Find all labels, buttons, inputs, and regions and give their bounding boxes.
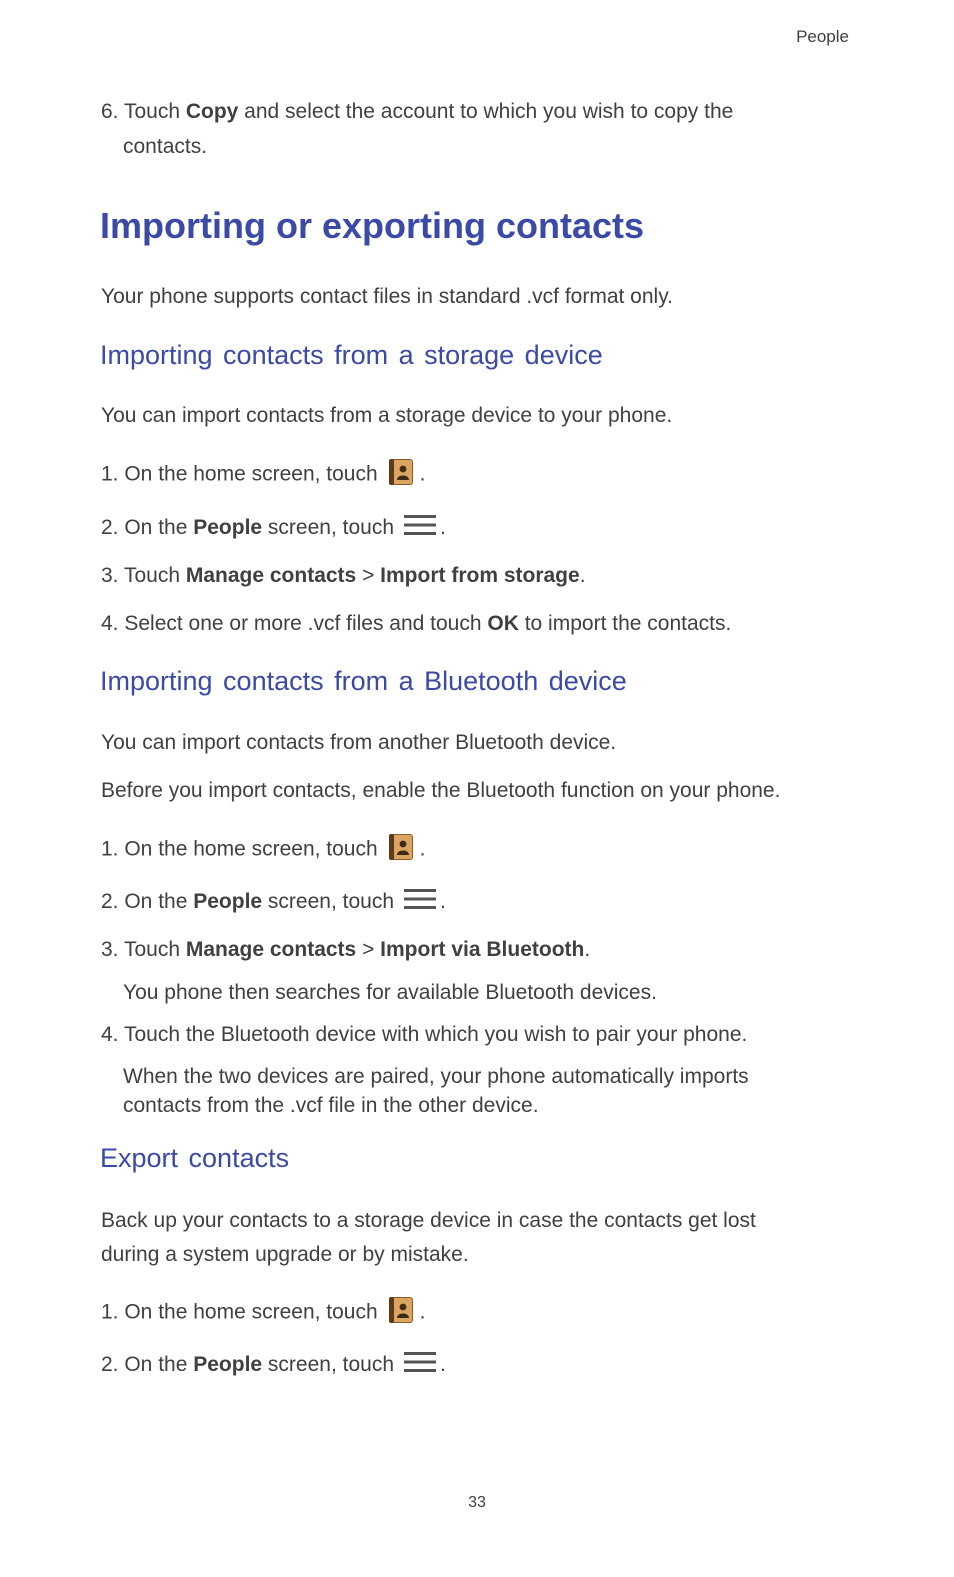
step-end: . (419, 462, 426, 486)
menu-icon (404, 888, 436, 910)
people-label: People (193, 1353, 263, 1376)
import-from-storage-label: Import from storage (380, 564, 580, 587)
heading-storage: Importing contacts from a storage device (100, 340, 603, 370)
heading-bluetooth: Importing contacts from a Bluetooth device (100, 666, 627, 696)
bluetooth-step-1 (101, 836, 426, 864)
separator: > (356, 564, 381, 587)
step-text: 3. Touch (101, 938, 186, 961)
contacts-app-icon (388, 833, 414, 861)
export-step-2 (101, 1354, 446, 1376)
import-via-bluetooth-label: Import via Bluetooth (380, 938, 585, 961)
people-label: People (193, 516, 263, 539)
storage-desc: You can import contacts from a storage device to your phone. (101, 404, 673, 427)
heading-export: Export contacts (100, 1143, 290, 1173)
export-desc-1: Back up your contacts to a storage device in case the contacts get lost (101, 1209, 756, 1232)
storage-step-4 (101, 613, 731, 634)
ok-label: OK (487, 612, 519, 635)
step-text: 2. On the (101, 1353, 194, 1376)
step-text: and select the account to which you wish to copy the (238, 100, 734, 123)
step-text: screen, touch (262, 890, 394, 913)
copy-label: Copy (185, 100, 239, 123)
export-step-1 (101, 1299, 426, 1327)
separator: > (356, 938, 381, 961)
step-end: . (440, 890, 446, 913)
step-6 (101, 101, 733, 122)
step-number: 6. (101, 100, 124, 123)
storage-step-3 (101, 565, 586, 586)
step-text: screen, touch (262, 1353, 394, 1376)
bluetooth-step-4-note-1: When the two devices are paired, your phone automatically imports (123, 1065, 749, 1088)
page-number: 33 (468, 1494, 486, 1511)
step-text: Touch (123, 100, 186, 123)
running-header: People (796, 27, 849, 46)
step-end: . (440, 1353, 446, 1376)
bluetooth-step-3-note: You phone then searches for available Bluetooth devices. (123, 981, 657, 1004)
bluetooth-step-4: 4. Touch the Bluetooth device with which you wish to pair your phone. (101, 1023, 748, 1046)
manage-contacts-label: Manage contacts (185, 938, 357, 961)
step-text: 4. Select one or more .vcf files and touch (101, 612, 488, 635)
bluetooth-step-4-note-2: contacts from the .vcf file in the other device. (123, 1094, 539, 1117)
intro-text: Your phone supports contact files in standard .vcf format only. (101, 285, 673, 308)
step-text: 3. Touch (101, 564, 186, 587)
step-text: 2. On the (101, 890, 194, 913)
menu-icon (404, 514, 436, 536)
contacts-app-icon (388, 1296, 414, 1324)
bluetooth-desc-1: You can import contacts from another Bluetooth device. (101, 731, 617, 754)
step-text: screen, touch (262, 516, 394, 539)
step-end: . (584, 938, 591, 961)
bluetooth-desc-2: Before you import contacts, enable the Bluetooth function on your phone. (101, 779, 781, 802)
storage-step-2 (101, 517, 446, 539)
contacts-app-icon (388, 458, 414, 486)
bluetooth-step-3 (101, 939, 590, 960)
step-end: . (419, 1300, 426, 1324)
bluetooth-step-2 (101, 891, 446, 913)
step-text: 1. On the home screen, touch (101, 837, 378, 861)
storage-step-1 (101, 461, 426, 489)
step-6-line-2: contacts. (123, 135, 208, 158)
section-title: Importing or exporting contacts (100, 205, 645, 246)
manage-contacts-label: Manage contacts (185, 564, 357, 587)
step-end: . (579, 564, 586, 587)
step-text: 1. On the home screen, touch (101, 1300, 378, 1324)
step-text: 1. On the home screen, touch (101, 462, 378, 486)
people-label: People (193, 890, 263, 913)
export-desc-2: during a system upgrade or by mistake. (101, 1243, 469, 1266)
step-text: 2. On the (101, 516, 194, 539)
step-end: . (419, 837, 426, 861)
step-end: . (440, 516, 446, 539)
menu-icon (404, 1351, 436, 1373)
step-text: to import the contacts. (518, 612, 732, 635)
